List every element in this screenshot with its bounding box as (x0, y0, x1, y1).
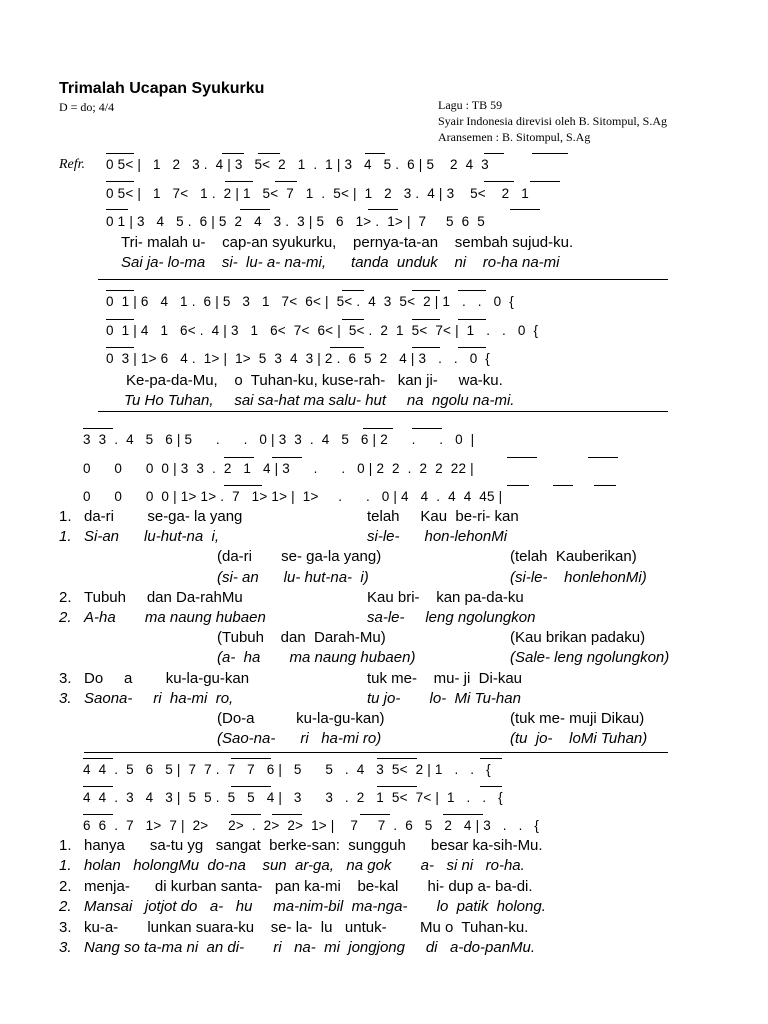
beam-mark (365, 153, 385, 154)
verse-lyric-right: tu jo- lo- Mi Tu-han (367, 690, 521, 707)
beam-mark (412, 319, 440, 320)
verse-lyric-right: Kau bri- kan pa-da-ku (367, 589, 524, 606)
beam-mark (458, 290, 486, 291)
verse-lyric: menja- di kurban santa- pan ka-mi be-kal hi- dup a- ba-di. (84, 878, 533, 895)
beam-mark (240, 209, 270, 210)
key-signature: D = do; 4/4 (59, 100, 115, 114)
verse-lyric-left: (si- an lu- hut-na- i) (217, 569, 369, 586)
beam-mark (484, 153, 504, 154)
refrain-label: Refr. (59, 157, 86, 172)
beam-mark (532, 153, 568, 154)
verse-lyric: Nang so ta-ma ni an di- ri na- mi jongjong di a-do-panMu. (84, 939, 536, 956)
verse-lyric: ku-a- lunkan suara-ku se- la- lu untuk- Mu o Tuhan-ku. (84, 919, 529, 936)
verse-lyric: Mansai jotjot do a- hu ma-nim-bil ma-nga- lo patik holong. (84, 898, 546, 915)
verse-lyric-right: (tuk me- muji Dikau) (510, 710, 645, 727)
beam-mark (363, 428, 393, 429)
lyric-line: Tri- malah u- cap-an syukurku, pernya-ta-an sembah sujud-ku. (121, 234, 574, 251)
beam-mark (484, 181, 514, 182)
beam-mark (342, 319, 364, 320)
beam-mark (83, 428, 113, 429)
beam-mark (480, 786, 502, 787)
beam-mark (106, 347, 134, 348)
verse-lyric: hanya sa-tu yg sangat berke-san: sungguh besar ka-sih-Mu. (84, 837, 543, 854)
notation-line: 0 0 0 0 | 1> 1> . 7 1> 1> | 1> . . 0 | 4 4 . 4 4 45 | (83, 489, 503, 504)
beam-mark (458, 347, 486, 348)
verse-lyric-left: (a- ha ma naung hubaen) (217, 649, 416, 666)
lyric-line-batak: Tu Ho Tuhan, sai sa-hat ma salu- hut na ngolu na-mi. (124, 392, 515, 409)
divider (98, 411, 668, 412)
verse-lyric-right: telah Kau be-ri- kan (367, 508, 519, 525)
notation-line: 0 1 | 4 1 6< . 4 | 3 1 6< 7< 6< | 5< . 2 1 5< 7< | 1 . . 0 { (106, 323, 539, 338)
beam-mark (377, 758, 417, 759)
beam-mark (360, 814, 390, 815)
verse-lyric-right: si-le- hon-lehonMi (367, 528, 508, 545)
notation-line: 0 1 | 3 4 5 . 6 | 5 2 4 3 . 3 | 5 6 1> . 1> | 7 5 6 5 (106, 214, 485, 229)
beam-mark (231, 814, 261, 815)
verse-lyric-left: (Do-a ku-la-gu-kan) (217, 710, 385, 727)
verse-number: 3. (59, 939, 72, 956)
verse-lyric-left: Si-an lu-hut-na i, (84, 528, 220, 545)
beam-mark (224, 457, 254, 458)
beam-mark (106, 319, 134, 320)
beam-mark (412, 428, 442, 429)
notation-line: 4 4 . 5 6 5 | 7 7 . 7 7 6 | 5 5 . 4 3 5< 2 | 1 . . { (83, 762, 491, 777)
verse-lyric-right: (Kau brikan padaku) (510, 629, 646, 646)
beam-mark (330, 347, 364, 348)
beam-mark (83, 814, 113, 815)
beam-mark (272, 457, 302, 458)
notation-line: 4 4 . 3 4 3 | 5 5 . 5 5 4 | 3 3 . 2 1 5< 7< | 1 . . { (83, 790, 503, 805)
verse-number: 1. (59, 857, 72, 874)
beam-mark (258, 153, 280, 154)
beam-mark (510, 209, 540, 210)
beam-mark (275, 181, 297, 182)
beam-mark (106, 209, 128, 210)
beam-mark (231, 786, 271, 787)
lyric-line: Ke-pa-da-Mu, o Tuhan-ku, kuse-rah- kan ji- wa-ku. (126, 372, 503, 389)
verse-lyric-right: (telah Kauberikan) (510, 548, 637, 565)
verse-number: 3. (59, 919, 72, 936)
beam-mark (231, 758, 271, 759)
beam-mark (588, 457, 618, 458)
song-title: Trimalah Ucapan Syukurku (59, 80, 265, 97)
beam-mark (412, 347, 440, 348)
verse-lyric-right: (si-le- honlehonMi) (510, 569, 647, 586)
verse-number: 3. (59, 670, 72, 687)
verse-lyric-left: da-ri se-ga- la yang (84, 508, 243, 525)
beam-mark (222, 153, 244, 154)
beam-mark (83, 786, 113, 787)
notation-line: 0 5< | 1 7< 1 . 2 | 1 5< 7 1 . 5< | 1 2 3 . 4 | 3 5< 2 1 (106, 186, 529, 201)
verse-lyric-left: (Sao-na- ri ha-mi ro) (217, 730, 382, 747)
verse-lyric-right: (Sale- leng ngolungkon) (510, 649, 670, 666)
beam-mark (443, 814, 483, 815)
notation-line: 0 0 0 0 | 3 3 . 2 1 4 | 3 . . 0 | 2 2 . 2 2 22 | (83, 461, 474, 476)
beam-mark (553, 485, 573, 486)
song-number: Lagu : TB 59 (438, 98, 503, 112)
notation-line: 0 3 | 1> 6 4 . 1> | 1> 5 3 4 3 | 2 . 6 5 2 4 | 3 . . 0 { (106, 351, 491, 366)
verse-number: 2. (59, 609, 72, 626)
verse-lyric-right: (tu jo- loMi Tuhan) (510, 730, 648, 747)
verse-number: 2. (59, 878, 72, 895)
verse-lyric-left: Do a ku-la-gu-kan (84, 670, 250, 687)
verse-lyric-left: (Tubuh dan Darah-Mu) (217, 629, 386, 646)
lyric-line-batak: Sai ja- lo-ma si- lu- a- na-mi, tanda unduk ni ro-ha na-mi (121, 254, 560, 271)
beam-mark (507, 485, 529, 486)
notation-line: 6 6 . 7 1> 7 | 2> 2> . 2> 2> 1> | 7 7 . 6 5 2 4 | 3 . . { (83, 818, 540, 833)
beam-mark (83, 758, 113, 759)
beam-mark (507, 457, 537, 458)
beam-mark (225, 181, 253, 182)
beam-mark (224, 485, 262, 486)
verse-lyric-left: A-ha ma naung hubaen (84, 609, 266, 626)
beam-mark (272, 814, 302, 815)
beam-mark (412, 290, 440, 291)
notation-line: 3 3 . 4 5 6 | 5 . . 0 | 3 3 . 4 5 6 | 2 . . 0 | (83, 432, 475, 447)
verse-number: 1. (59, 528, 72, 545)
beam-mark (106, 181, 134, 182)
verse-number: 1. (59, 837, 72, 854)
beam-mark (594, 485, 616, 486)
verse-lyric: holan holongMu do-na sun ar-ga, na gok a- si ni ro-ha. (84, 857, 525, 874)
lyric-credit: Syair Indonesia direvisi oleh B. Sitompul, S.Ag (438, 114, 667, 128)
verse-number: 2. (59, 589, 72, 606)
verse-lyric-right: sa-le- leng ngolungkon (367, 609, 536, 626)
divider (98, 279, 668, 280)
verse-number: 3. (59, 690, 72, 707)
verse-lyric-left: Tubuh dan Da-rahMu (84, 589, 243, 606)
verse-lyric-left: Saona- ri ha-mi ro, (84, 690, 234, 707)
beam-mark (106, 290, 134, 291)
beam-mark (106, 153, 134, 154)
divider (84, 752, 668, 753)
beam-mark (377, 786, 417, 787)
arrangement-credit: Aransemen : B. Sitompul, S.Ag (438, 130, 591, 144)
beam-mark (480, 758, 502, 759)
verse-lyric-right: tuk me- mu- ji Di-kau (367, 670, 523, 687)
notation-line: 0 5< | 1 2 3 . 4 | 3 5< 2 1 . 1 | 3 4 5 . 6 | 5 2 4 3 (106, 157, 489, 172)
beam-mark (342, 290, 364, 291)
beam-mark (368, 209, 398, 210)
verse-lyric-left: (da-ri se- ga-la yang) (217, 548, 382, 565)
verse-number: 1. (59, 508, 72, 525)
verse-number: 2. (59, 898, 72, 915)
notation-line: 0 1 | 6 4 1 . 6 | 5 3 1 7< 6< | 5< . 4 3 5< 2 | 1 . . 0 { (106, 294, 514, 309)
beam-mark (458, 319, 486, 320)
beam-mark (530, 181, 560, 182)
